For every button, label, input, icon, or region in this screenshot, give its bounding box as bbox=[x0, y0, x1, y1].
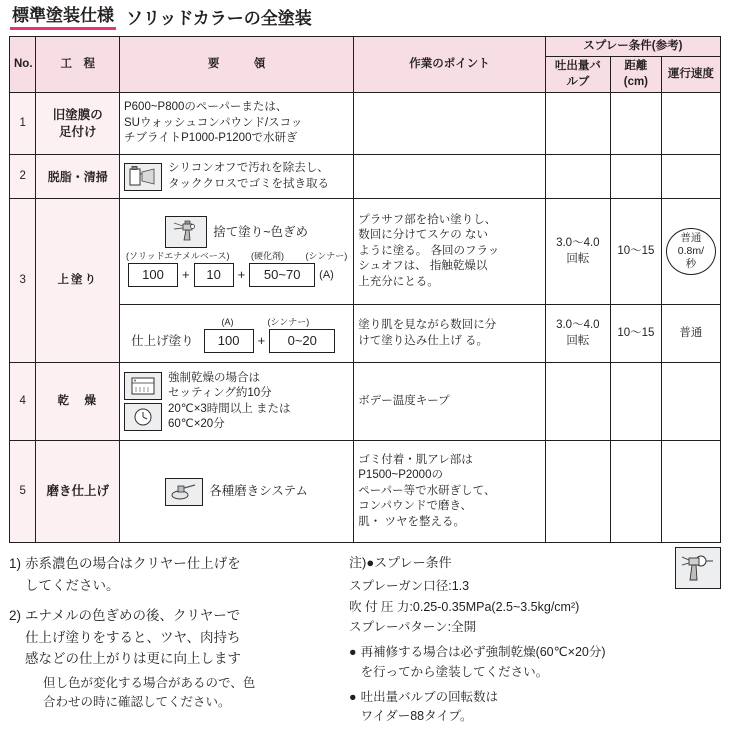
col-header-process: 工 程 bbox=[36, 36, 120, 93]
gist-line: タッククロスでゴミを拭き取る bbox=[167, 177, 329, 190]
row-process: 上塗り bbox=[36, 199, 120, 363]
spray-condition-line: スプレーガン口径:1.3 bbox=[349, 579, 470, 594]
table-header-row bbox=[10, 36, 721, 57]
row-distance: 10～15 bbox=[610, 305, 661, 363]
note-marker: 2) bbox=[9, 608, 22, 624]
formula-label: (A) bbox=[221, 317, 234, 328]
row-speed bbox=[661, 155, 720, 199]
row-gist bbox=[119, 363, 353, 441]
row-point bbox=[354, 155, 545, 199]
row-gist bbox=[119, 93, 353, 155]
row-gist bbox=[119, 441, 353, 543]
note-line: 合わせの時に確認してください。 bbox=[43, 695, 231, 710]
bullet-item bbox=[349, 643, 721, 682]
row-point: ボデー温度キープ bbox=[354, 363, 545, 441]
bullet-line: 吐出量バルブの回転数は bbox=[360, 690, 499, 705]
spray-can-icon bbox=[124, 163, 162, 191]
point-line: 数回に分けてスケの ない bbox=[358, 229, 488, 242]
point-line: けて塗り込み仕上げ る。 bbox=[358, 334, 488, 347]
spray-condition-heading: 注)●スプレー条件 bbox=[349, 555, 452, 571]
row-gist bbox=[119, 305, 353, 363]
point-line: 肌・ ツヤを整える。 bbox=[358, 515, 465, 528]
gist-subtitle: 捨て塗り~色ぎめ bbox=[213, 224, 309, 239]
formula-label: (シンナー) bbox=[305, 251, 348, 262]
note-subnote bbox=[43, 674, 255, 713]
polisher-icon bbox=[165, 478, 203, 506]
point-line: 上充分にとる。 bbox=[358, 275, 439, 288]
row-no: 5 bbox=[10, 441, 36, 543]
row-gist bbox=[119, 155, 353, 199]
row-process-line1: 旧塗膜の bbox=[52, 107, 103, 122]
point-line: ように塗る。 各回のフラッ bbox=[358, 244, 500, 257]
formula-value-base: 100 bbox=[128, 263, 178, 287]
spec-badge: 標準塗装仕様 bbox=[10, 6, 116, 30]
note-marker: 1) bbox=[9, 556, 22, 572]
gist-line: セッティング約10分 bbox=[167, 387, 272, 400]
row-process-line2: 足付け bbox=[58, 124, 97, 139]
footnotes-right bbox=[349, 553, 721, 727]
note-body bbox=[25, 553, 241, 596]
row-bulb bbox=[545, 305, 610, 363]
gist-line: 強制乾燥の場合は bbox=[167, 371, 260, 384]
page-title: ソリッドカラーの全塗装 bbox=[126, 9, 312, 28]
row-distance bbox=[610, 441, 661, 543]
spec-table bbox=[9, 36, 721, 544]
row-bulb bbox=[545, 363, 610, 441]
document-header bbox=[0, 0, 730, 34]
row-speed bbox=[661, 441, 720, 543]
gist-line: 20℃×3時間以上 または bbox=[167, 402, 291, 415]
point-line: コンパウンドで磨き、 bbox=[358, 500, 472, 513]
point-line: シュオフは、 指触乾燥以 bbox=[358, 260, 488, 273]
row-distance bbox=[610, 93, 661, 155]
note-item bbox=[9, 553, 339, 596]
note-line: してください。 bbox=[25, 577, 120, 593]
bulb-line: 3.0～4.0 bbox=[556, 319, 600, 332]
row-process: 脱脂・清掃 bbox=[36, 155, 120, 199]
row-no: 2 bbox=[10, 155, 36, 199]
bulb-line: 回転 bbox=[566, 252, 590, 265]
row-bulb bbox=[545, 441, 610, 543]
col-header-bulb: 吐出量バルブ bbox=[545, 57, 610, 93]
note-body bbox=[25, 605, 255, 713]
gist-line: 60℃×20分 bbox=[167, 418, 225, 431]
col-header-speed: 運行速度 bbox=[661, 57, 720, 93]
oven-icon bbox=[124, 372, 162, 400]
col-header-gist: 要 領 bbox=[119, 36, 353, 93]
gist-text-block bbox=[124, 100, 349, 147]
bulb-line: 回転 bbox=[566, 334, 590, 347]
plus-sign: + bbox=[181, 267, 190, 283]
table-row bbox=[10, 199, 721, 305]
bullet-line: ワイダー88タイプ。 bbox=[360, 709, 473, 724]
row-distance bbox=[610, 363, 661, 441]
speed-line: 0.8m/秒 bbox=[677, 245, 705, 271]
note-line: エナメルの色ぎめの後、クリヤーで bbox=[25, 608, 241, 624]
spray-condition-line: スプレーパターン:全開 bbox=[349, 619, 477, 634]
table-row bbox=[10, 363, 721, 441]
spray-gun-icon bbox=[675, 547, 721, 589]
formula-value-thinner: 0~20 bbox=[269, 329, 335, 353]
row-speed bbox=[661, 363, 720, 441]
row-speed bbox=[661, 199, 720, 305]
col-header-no: No. bbox=[10, 36, 36, 93]
row-distance bbox=[610, 155, 661, 199]
bullet-dot: ● bbox=[349, 690, 357, 705]
row-bulb bbox=[545, 93, 610, 155]
col-header-spray-group: スプレー条件(参考) bbox=[545, 36, 720, 57]
bulb-line: 3.0～4.0 bbox=[556, 237, 600, 250]
gist-text-block bbox=[209, 483, 308, 500]
note-item bbox=[9, 605, 339, 713]
row-process: 乾 燥 bbox=[36, 363, 120, 441]
plus-sign: + bbox=[237, 267, 246, 283]
footnotes bbox=[9, 553, 721, 727]
clock-icon bbox=[124, 403, 162, 431]
bullet-line: 再補修する場合は必ず強制乾燥(60℃×20分) bbox=[360, 645, 606, 660]
gist-text-block bbox=[168, 371, 349, 433]
point-line: プラサフ部を拾い塗りし、 bbox=[358, 213, 497, 226]
row-point bbox=[354, 93, 545, 155]
point-line: ゴミ付着・肌アレ部は bbox=[358, 453, 473, 466]
row-speed: 普通 bbox=[661, 305, 720, 363]
col-header-point: 作業のポイント bbox=[354, 36, 545, 93]
row-process: 磨き仕上げ bbox=[36, 441, 120, 543]
note-line: 感などの仕上がりは更に向上します bbox=[25, 651, 242, 667]
gist-text-block bbox=[168, 161, 349, 192]
formula-value-thinner: 50~70 bbox=[249, 263, 315, 287]
row-point bbox=[354, 305, 545, 363]
gist-subtitle: 仕上げ塗り bbox=[131, 333, 194, 348]
row-bulb bbox=[545, 155, 610, 199]
point-line: P1500~P2000の bbox=[358, 469, 443, 482]
bullet-line: を行ってから塗装してください。 bbox=[360, 664, 549, 679]
formula-value-hardener: 10 bbox=[194, 263, 234, 287]
point-line: ペーパー等で水研ぎして、 bbox=[358, 484, 496, 497]
row-process bbox=[36, 93, 120, 155]
note-line: 仕上げ塗りをすると、ツヤ、肉持ち bbox=[25, 629, 241, 645]
bullet-body bbox=[361, 688, 499, 727]
row-point bbox=[354, 441, 545, 543]
speed-oval bbox=[666, 228, 716, 275]
formula-label: (硬化剤) bbox=[250, 251, 284, 262]
gist-line: P600~P800のペーパーまたは、 bbox=[123, 101, 288, 114]
table-row bbox=[10, 441, 721, 543]
row-no: 1 bbox=[10, 93, 36, 155]
gist-line: シリコンオフで汚れを除去し、 bbox=[167, 162, 329, 175]
row-point bbox=[354, 199, 545, 305]
table-row bbox=[10, 93, 721, 155]
row-distance: 10～15 bbox=[610, 199, 661, 305]
row-speed bbox=[661, 93, 720, 155]
gist-line: SUウォッシュコンパウンド/スコッ bbox=[123, 116, 303, 129]
speed-line: 普通 bbox=[680, 231, 702, 244]
col-header-distance: 距離(cm) bbox=[610, 57, 661, 93]
gist-line: チブライトP1000-P1200で水研ぎ bbox=[123, 132, 298, 145]
plus-sign: + bbox=[257, 333, 266, 349]
spray-condition-line: 吹 付 圧 力:0.25-0.35MPa(2.5~3.5kg/cm²) bbox=[349, 599, 580, 614]
point-line: 塗り肌を見ながら数回に分 bbox=[358, 319, 497, 332]
row-no: 3 bbox=[10, 199, 36, 363]
formula-suffix: (A) bbox=[319, 268, 334, 281]
bullet-body bbox=[361, 643, 606, 682]
gist-line: 各種磨きシステム bbox=[209, 484, 308, 499]
row-no: 4 bbox=[10, 363, 36, 441]
bullet-item bbox=[349, 688, 721, 727]
row-bulb bbox=[545, 199, 610, 305]
bullet-dot: ● bbox=[349, 645, 357, 660]
note-line: 但し色が変化する場合があるので、色 bbox=[43, 676, 256, 691]
table-row bbox=[10, 155, 721, 199]
spray-gun-icon bbox=[165, 216, 207, 248]
footnotes-left bbox=[9, 553, 339, 727]
note-line: 赤系濃色の場合はクリヤー仕上げを bbox=[25, 556, 241, 572]
formula-label: (ソリッドエナメルベース) bbox=[125, 251, 230, 262]
formula-value-base: 100 bbox=[204, 329, 254, 353]
row-gist bbox=[119, 199, 353, 305]
formula-label: (シンナー) bbox=[267, 317, 310, 328]
